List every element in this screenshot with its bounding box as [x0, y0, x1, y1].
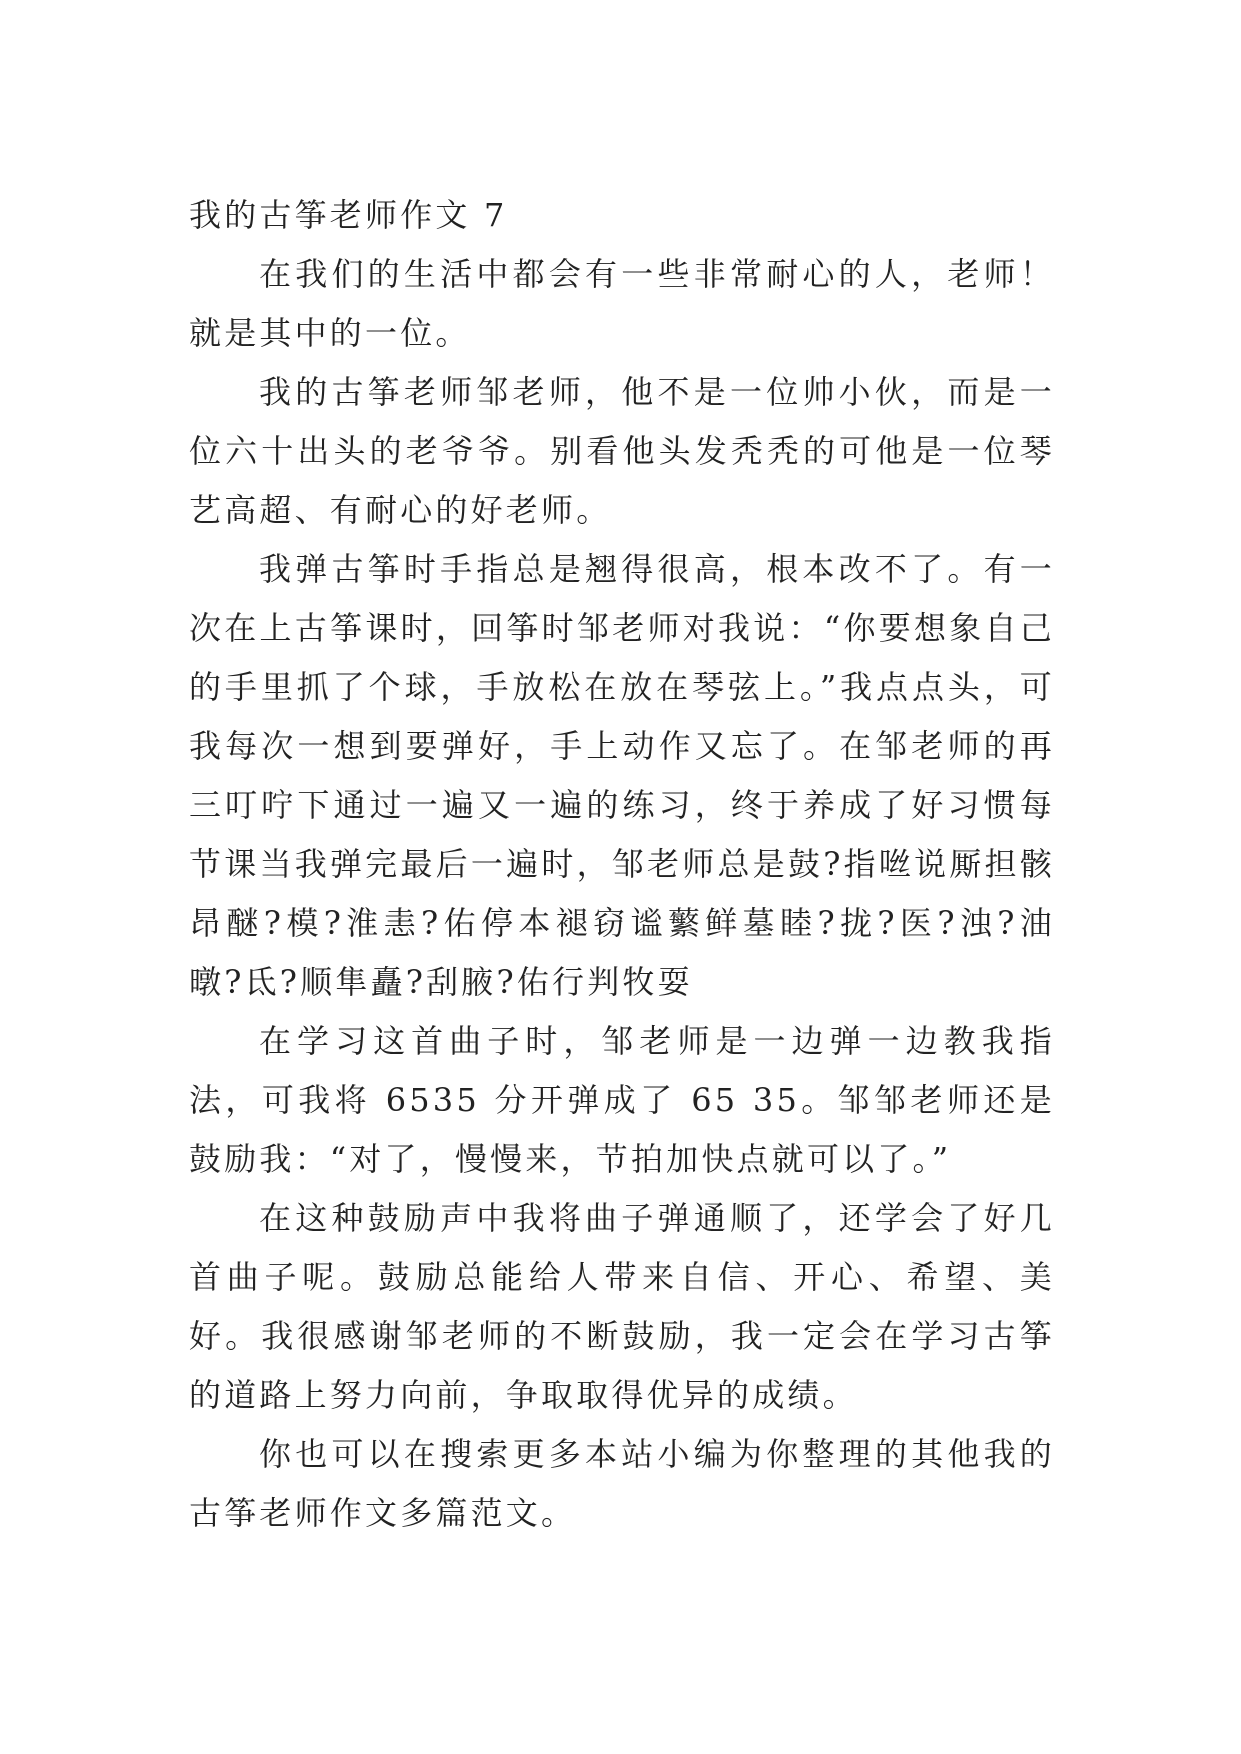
document-body: [189, 186, 1055, 1543]
paragraph-learning-song: 在学习这首曲子时，邹老师是一边弹一边教我指法，可我将 6535 分开弹成了 65 35。邹邹老师还是鼓励我：“对了，慢慢来，节拍加快点就可以了。”: [189, 1022, 1055, 1178]
paragraph-teacher-description: 我的古筝老师邹老师，他不是一位帅小伙，而是一位六十出头的老爷爷。别看他头发秃秃的可他是一位琴艺高超、有耐心的好老师。: [189, 373, 1055, 529]
paragraph-finger-practice: 我弹古筝时手指总是翘得很高，根本改不了。有一次在上古筝课时，回筝时邹老师对我说：“你要想象自己的手里抓了个球，手放松在放在琴弦上。”我点点头，可我每次一想到要弹好，手上动作又忘了。在邹老师的再三叮咛下通过一遍又一遍的练习，终于养成了好习惯每节课当我弹完最后一遍时，邹老师总是鼓?指咝说厮担骸昂醚?模?淮恚?佑停本褪窃谧蘩鲜墓睦?拢?医?浊?油暾?氐?顺隼矗?刮腋?佑行判牧耍: [189, 550, 1055, 1001]
paragraph-intro: 在我们的生活中都会有一些非常耐心的人，老师！就是其中的一位。: [189, 255, 1055, 352]
paragraph-encouragement: 在这种鼓励声中我将曲子弹通顺了，还学会了好几首曲子呢。鼓励总能给人带来自信、开心、希望、美好。我很感谢邹老师的不断鼓励，我一定会在学习古筝的道路上努力向前，争取取得优异的成绩。: [189, 1199, 1055, 1414]
paragraph-closing-note: 你也可以在搜索更多本站小编为你整理的其他我的古筝老师作文多篇范文。: [189, 1435, 1055, 1532]
document-title: 我的古筝老师作文 7: [189, 196, 508, 234]
